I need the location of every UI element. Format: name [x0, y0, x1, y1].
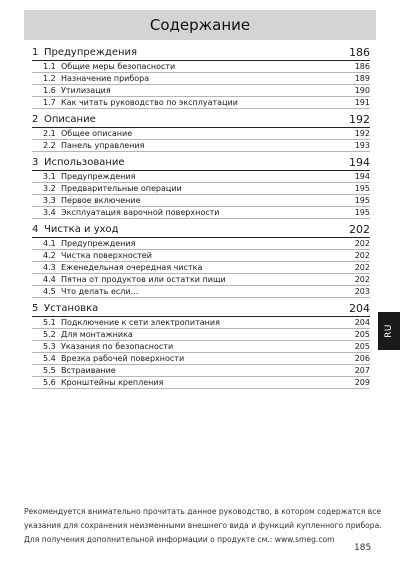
toc-entry-number: 4.5	[43, 287, 56, 296]
toc-entry[interactable]	[32, 128, 370, 140]
toc-entry-number: 5.5	[43, 366, 56, 375]
toc-entry[interactable]	[32, 85, 370, 97]
toc-entry-page: 191	[354, 98, 370, 107]
toc-entry-title-wrap	[32, 377, 163, 388]
toc-section-page: 204	[349, 302, 370, 315]
toc-section-heading[interactable]	[32, 46, 370, 61]
toc-entry-page: 195	[354, 184, 370, 193]
toc-entry-page: 194	[354, 172, 370, 181]
toc-entry-title-wrap	[32, 195, 140, 206]
toc-entry[interactable]	[32, 207, 370, 219]
toc-entry-title: Панель управления	[61, 141, 145, 150]
toc-entry[interactable]	[32, 365, 370, 377]
toc-entry-number: 1.6	[43, 86, 56, 95]
toc-entry[interactable]	[32, 61, 370, 73]
toc-section-page: 192	[349, 113, 370, 126]
toc-entry-title-wrap	[32, 128, 132, 139]
toc-entry-number: 4.2	[43, 251, 56, 260]
toc-section-heading[interactable]	[32, 113, 370, 128]
toc-entry-title-wrap	[32, 262, 202, 273]
toc-entry-title: Предупреждения	[61, 172, 136, 181]
footer-line: Рекомендуется внимательно прочитать данное руководство, в котором содержатся все	[24, 507, 382, 516]
toc-section-title: Установка	[44, 303, 99, 314]
toc-entry-title: Как читать руководство по эксплуатации	[61, 98, 238, 107]
toc-entry-title: Для монтажника	[61, 330, 133, 339]
language-tab	[378, 312, 400, 350]
toc-entry-number: 4.1	[43, 239, 56, 248]
toc-section-number: 2	[32, 114, 39, 125]
toc-entry[interactable]	[32, 171, 370, 183]
toc-section	[32, 302, 370, 389]
toc-entry-page: 202	[354, 263, 370, 272]
toc-section	[32, 46, 370, 109]
toc-section-title: Описание	[44, 114, 96, 125]
toc-entry-title-wrap	[32, 353, 184, 364]
toc-entry-page: 186	[354, 62, 370, 71]
toc-section-page: 194	[349, 156, 370, 169]
page-title-bar	[24, 10, 376, 40]
toc-entry-page: 207	[354, 366, 370, 375]
toc-section-number: 1	[32, 47, 39, 58]
toc-section	[32, 113, 370, 152]
toc-entry-number: 5.6	[43, 378, 56, 387]
toc-entry-title: Кронштейны крепления	[61, 378, 164, 387]
toc-entry-title: Пятна от продуктов или остатки пищи	[61, 275, 226, 284]
language-tab-label: RU	[384, 324, 394, 338]
toc-entry-page: 202	[354, 239, 370, 248]
toc-section-title-wrap	[32, 302, 98, 315]
toc-entry-title: Общее описание	[61, 129, 133, 138]
toc-entry-title: Указания по безопасности	[61, 342, 174, 351]
toc-section-heading[interactable]	[32, 302, 370, 317]
toc-entry-number: 1.7	[43, 98, 56, 107]
toc-entry[interactable]	[32, 250, 370, 262]
toc-entry-title: Назначение прибора	[61, 74, 150, 83]
toc-entry-number: 3.1	[43, 172, 56, 181]
table-of-contents	[32, 46, 370, 393]
toc-entry-number: 3.4	[43, 208, 56, 217]
toc-entry-title-wrap	[32, 183, 182, 194]
toc-entry[interactable]	[32, 329, 370, 341]
toc-section-number: 5	[32, 303, 39, 314]
toc-entry-number: 5.3	[43, 342, 56, 351]
toc-entry-title-wrap	[32, 171, 135, 182]
toc-entry-page: 203	[354, 287, 370, 296]
toc-entry[interactable]	[32, 195, 370, 207]
toc-entry-title-wrap	[32, 365, 116, 376]
toc-entry-title: Общие меры безопасности	[61, 62, 176, 71]
toc-entry[interactable]	[32, 262, 370, 274]
toc-entry-number: 5.1	[43, 318, 56, 327]
toc-entry-number: 2.1	[43, 129, 56, 138]
toc-entry-number: 4.3	[43, 263, 56, 272]
toc-entry-title: Что делать если...	[61, 287, 139, 296]
toc-entry[interactable]	[32, 317, 370, 329]
toc-entry-title-wrap	[32, 286, 138, 297]
toc-section-heading[interactable]	[32, 223, 370, 238]
toc-entry-page: 195	[354, 208, 370, 217]
toc-entry-title-wrap	[32, 140, 144, 151]
toc-entry-title-wrap	[32, 341, 173, 352]
toc-entry[interactable]	[32, 73, 370, 85]
toc-entry[interactable]	[32, 341, 370, 353]
toc-entry-title-wrap	[32, 73, 149, 84]
toc-entry-number: 4.4	[43, 275, 56, 284]
toc-entry-title: Встраивание	[61, 366, 116, 375]
toc-entry-page: 192	[354, 129, 370, 138]
toc-entry-title: Предварительные операции	[61, 184, 182, 193]
toc-entry-title: Утилизация	[61, 86, 111, 95]
toc-entry-number: 1.1	[43, 62, 56, 71]
toc-section-page: 202	[349, 223, 370, 236]
toc-section-title-wrap	[32, 113, 96, 126]
footer-note	[24, 505, 384, 547]
toc-entry-page: 195	[354, 196, 370, 205]
toc-entry-title: Эксплуатация варочной поверхности	[61, 208, 220, 217]
toc-entry[interactable]	[32, 274, 370, 286]
toc-entry-title-wrap	[32, 238, 135, 249]
footer-line: Для получения дополнительной информации о продукте см.: www.smeg.com	[24, 535, 335, 544]
toc-entry-page: 193	[354, 141, 370, 150]
toc-entry[interactable]	[32, 286, 370, 298]
toc-section-number: 3	[32, 157, 39, 168]
toc-entry-title: Врезка рабочей поверхности	[61, 354, 185, 363]
toc-entry[interactable]	[32, 140, 370, 152]
toc-entry-page: 202	[354, 275, 370, 284]
toc-entry-number: 3.3	[43, 196, 56, 205]
toc-entry-page: 189	[354, 74, 370, 83]
toc-entry-page: 205	[354, 342, 370, 351]
toc-entry-page: 204	[354, 318, 370, 327]
toc-entry-title-wrap	[32, 274, 226, 285]
toc-entry-title: Предупреждения	[61, 239, 136, 248]
toc-section-title: Использование	[44, 157, 125, 168]
toc-entry[interactable]	[32, 238, 370, 250]
toc-section	[32, 156, 370, 219]
toc-entry-page: 190	[354, 86, 370, 95]
toc-entry-page: 206	[354, 354, 370, 363]
toc-entry-page: 205	[354, 330, 370, 339]
toc-entry[interactable]	[32, 183, 370, 195]
toc-entry[interactable]	[32, 353, 370, 365]
toc-entry-page: 202	[354, 251, 370, 260]
toc-section-title: Чистка и уход	[44, 224, 119, 235]
toc-entry-number: 3.2	[43, 184, 56, 193]
toc-entry-title-wrap	[32, 329, 133, 340]
toc-entry-title-wrap	[32, 61, 175, 72]
toc-section-title-wrap	[32, 46, 137, 59]
toc-entry-number: 5.4	[43, 354, 56, 363]
page-title: Содержание	[149, 16, 251, 34]
toc-entry-title-wrap	[32, 85, 111, 96]
toc-entry[interactable]	[32, 377, 370, 389]
toc-section-heading[interactable]	[32, 156, 370, 171]
toc-section-title-wrap	[32, 156, 125, 169]
toc-section-page: 186	[349, 46, 370, 59]
toc-entry-title: Подключение к сети электропитания	[61, 318, 220, 327]
toc-section	[32, 223, 370, 298]
toc-entry-title: Еженедельная очередная чистка	[61, 263, 203, 272]
toc-entry-title-wrap	[32, 250, 152, 261]
footer-line: указания для сохранения неизменными внешнего вида и функций купленного прибора.	[24, 521, 382, 530]
toc-entry-number: 1.2	[43, 74, 56, 83]
toc-entry-title: Первое включение	[61, 196, 141, 205]
toc-section-number: 4	[32, 224, 39, 235]
toc-section-title-wrap	[32, 223, 119, 236]
toc-entry-title-wrap	[32, 317, 220, 328]
toc-entry-title-wrap	[32, 97, 238, 108]
toc-entry-title-wrap	[32, 207, 220, 218]
toc-section-title: Предупреждения	[44, 47, 138, 58]
toc-entry-number: 5.2	[43, 330, 56, 339]
page-number: 185	[354, 543, 372, 553]
toc-entry-page: 209	[354, 378, 370, 387]
toc-entry-title: Чистка поверхностей	[61, 251, 152, 260]
toc-entry[interactable]	[32, 97, 370, 109]
toc-entry-number: 2.2	[43, 141, 56, 150]
